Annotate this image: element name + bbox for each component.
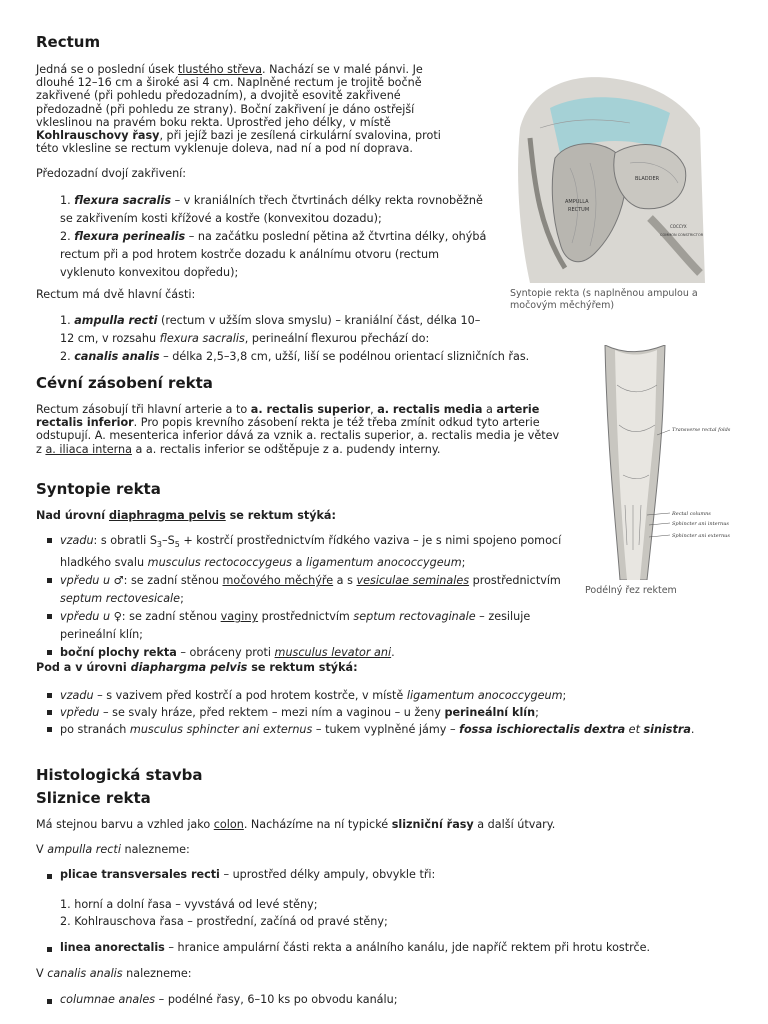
intro-paragraph (36, 63, 448, 155)
parts-list (60, 312, 570, 366)
list-item (60, 348, 570, 366)
label-coccyx: COCCYX (670, 224, 687, 229)
list-item (36, 993, 696, 1006)
figure-section (585, 345, 735, 580)
label-rectal-columns: Rectal columns (672, 511, 711, 517)
text: – hranice ampulární části rekta a análního kanálu, jde napříč rektem při hrotu kostrče. (164, 941, 651, 954)
text: : se zadní stěnou (123, 574, 223, 588)
label-rectum: RECTUM (568, 207, 590, 213)
label-sphincter-internus: Sphincter ani internus (672, 521, 729, 527)
term: a. rectalis superior (250, 403, 371, 416)
term: flexura sacralis (74, 194, 172, 207)
term: slizniční řasy (391, 818, 474, 831)
term: vzadu (60, 534, 94, 547)
text: Má stejnou barvu a vzhled jako (36, 818, 214, 831)
term: diaphargma pelvis (130, 661, 248, 674)
parts-intro: Rectum má dvě hlavní části: (36, 288, 196, 301)
curvature-list (60, 192, 490, 282)
term: fossa ischiorectalis dextra (459, 723, 626, 736)
term: et (625, 723, 644, 736)
text: prostřednictvím (469, 574, 561, 588)
linea-list (36, 941, 716, 954)
list-number: 1. (60, 194, 75, 207)
text: nalezneme: (122, 967, 192, 980)
page-title: Rectum (36, 33, 101, 51)
link-levator-ani[interactable] (275, 646, 392, 659)
term: vpředu u ♂ (60, 574, 124, 588)
list-text: (rectum v užším slova smyslu) – kraniální část, délka 10–12 cm, v rozsahu (60, 314, 481, 345)
plicae-list (36, 868, 696, 881)
list-item (60, 228, 490, 282)
label-ampulla: AMPULLA (565, 199, 589, 205)
link-tluste-strevo[interactable]: tlustého střeva (177, 63, 263, 76)
term: septum rectovesicale (60, 592, 181, 606)
text: a a. rectalis inferior se odštěpuje z a. pudendy interny. (131, 442, 441, 456)
label-sphincter-externus: Sphincter ani externus (672, 533, 730, 539)
figure-syntopie-caption: Syntopie rekta (s naplněnou ampulou a močovým měchýřem) (510, 288, 698, 311)
intro-text: Jedná se o poslední úsek (36, 63, 178, 76)
text: : se zadní stěnou (121, 610, 221, 624)
text: ; (180, 592, 184, 606)
term: columnae anales (60, 993, 156, 1006)
curvature-intro: Předozadní dvojí zakřivení: (36, 167, 187, 180)
subscript: 5 (174, 540, 180, 550)
list-text: – na začátku poslední pětina až čtvrtina délky, ohýbá rectum při a pod hrotem kostrče dozadu k análnímu otvoru (rectum vyklenuto konvexitou dopředu); (60, 230, 487, 279)
list-item (36, 608, 576, 644)
text: Rectum zásobují tři hlavní arterie a to (36, 403, 251, 416)
term: arterie rectalis inferior (36, 403, 540, 430)
list-item: 2. Kohlrauschova řasa – prostřední, začíná od pravé stěny; (60, 915, 388, 928)
link-diaphragma-pelvis[interactable]: diaphragma pelvis (108, 509, 226, 522)
term: flexura sacralis (159, 332, 245, 345)
below-intro (36, 661, 358, 674)
plicae-sublist (60, 896, 388, 930)
text: nalezneme: (120, 843, 190, 856)
mucosa-paragraph (36, 818, 555, 831)
link-vesiculae-seminales[interactable] (356, 574, 469, 587)
heading-syntopie: Syntopie rekta (36, 480, 161, 498)
term: vesiculae seminales (356, 574, 470, 588)
text: – s vazivem před kostrčí a pod hrotem kostrče, v místě (93, 689, 407, 702)
text: + kostrčí prostřednictvím řídkého vaziva – je s nimi spojeno pomocí hladkého svalu (60, 534, 562, 570)
text: a další útvary. (473, 818, 556, 831)
term: musculus levator ani (274, 646, 392, 660)
text: ; (535, 706, 539, 719)
text: . (391, 646, 395, 660)
label-constrictor: COMMON CONSTRICTOR (660, 233, 704, 237)
term: canalis analis (74, 350, 160, 363)
text: V (36, 967, 48, 980)
term: ligamentum anococcygeum (305, 556, 462, 570)
term: vpředu u ♀ (60, 610, 122, 624)
term: ligamentum anococcygeum (406, 689, 563, 702)
intro-bold: Kohlrauschovy řasy (36, 129, 160, 143)
link-colon[interactable]: colon (213, 818, 244, 831)
list-text: – v kraniálních třech čtvrtinách délky rekta rovnoběžně se zakřivením kosti křížové a kostře (konvexitou dozadu); (60, 194, 483, 225)
text: – se svaly hráze, před rektem – mezi ním a vaginou – u ženy (99, 706, 445, 719)
figure-syntopie (510, 68, 710, 283)
term: canalis analis (47, 967, 123, 980)
list-item (36, 572, 576, 608)
list-number: 2. (60, 230, 75, 243)
list-item: 1. horní a dolní řasa – vyvstává od levé stěny; (60, 898, 318, 911)
heading-histology: Histologická stavba (36, 766, 203, 784)
text: ; (562, 689, 567, 702)
text: . Pro popis krevního zásobení rekta je též třeba zmínit odkud tyto arterie odstupují. A. mesenterica inferior dává za vznik a. rectalis superior, a. rectalis media je větev z (36, 416, 560, 456)
term: musculus sphincter ani externus (129, 723, 313, 736)
text: ; (461, 556, 466, 570)
pelvis-illustration (510, 68, 710, 283)
list-text: – délka 2,5–3,8 cm, užší, liší se podélnou orientací slizničních řas. (159, 350, 530, 363)
text: – zesiluje perineální klín; (60, 610, 531, 642)
list-item (60, 312, 490, 348)
term: perineální klín (444, 706, 536, 719)
link-iliaca-interna[interactable]: a. iliaca interna (45, 442, 132, 456)
subscript: 3 (156, 540, 163, 550)
term: boční plochy rekta (60, 646, 177, 660)
list-item (36, 868, 696, 881)
list-item (36, 644, 576, 662)
list-number: 1. (60, 314, 75, 327)
text: Pod a v úrovni (36, 661, 131, 674)
text: – uprostřed délky ampuly, obvykle tři: (219, 868, 436, 881)
heading-mucosa: Sliznice rekta (36, 789, 151, 807)
term: vzadu (60, 689, 94, 702)
rectum-section-illustration (585, 345, 735, 580)
list-item (36, 687, 696, 704)
text: a (482, 403, 497, 416)
text: . Nacházíme na ní typické (243, 818, 392, 831)
list-text: , perineální flexurou přechází do: (244, 332, 430, 345)
link-mocovy-mechyr[interactable]: močového měchýře (222, 574, 334, 588)
canalis-intro (36, 967, 192, 980)
label-bladder: BLADDER (635, 176, 660, 182)
columnae-list (36, 993, 696, 1006)
intro-text: , při jejíž bazi je zesílená cirkulární svalovina, proti této vklesline se rectum vyklenuje doleva, nad ní a pod ní doprava. (36, 129, 441, 156)
text: se rektum stýká: (225, 509, 336, 522)
text: , (370, 403, 378, 416)
list-item (36, 721, 696, 738)
ampulla-intro (36, 843, 190, 856)
term: linea anorectalis (60, 941, 165, 954)
term: ampulla recti (47, 843, 121, 856)
text: po stranách (60, 723, 130, 736)
term: musculus rectococcygeus (147, 556, 293, 570)
list-item (36, 532, 576, 572)
heading-vessels: Cévní zásobení rekta (36, 374, 213, 392)
vessels-paragraph (36, 403, 568, 456)
term: sinistra (643, 723, 691, 736)
text: a s (333, 574, 357, 588)
above-list (36, 532, 576, 662)
text: – tukem vyplněné jámy – (312, 723, 460, 736)
label-transverse-folds: Transverse rectal folds (672, 427, 731, 433)
text: V (36, 843, 48, 856)
text: –S (162, 534, 175, 547)
term: flexura perinealis (74, 230, 186, 243)
text: se rektum stýká: (247, 661, 358, 674)
text: : s obratli S (93, 534, 157, 547)
figure-section-caption: Podélný řez rektem (585, 585, 677, 596)
text: – obráceny proti (176, 646, 275, 660)
list-item (36, 941, 716, 954)
text: Nad úrovní (36, 509, 109, 522)
above-intro (36, 509, 336, 522)
below-list (36, 687, 696, 738)
term: septum rectovaginale (353, 610, 476, 624)
list-item (60, 192, 490, 228)
text: . (690, 723, 695, 736)
text: – podélné řasy, 6–10 ks po obvodu kanálu; (155, 993, 398, 1006)
term: a. rectalis media (377, 403, 483, 416)
text: a (292, 556, 306, 570)
intro-text: . Nachází se v malé pánvi. Je dlouhé 12–16 cm a široké asi 4 cm. Naplněné rectum je trojitě bočně zakřivené (při pohledu předozadním), a dvojitě esovitě zakřivené předozadně (při pohledu ze strany). Boční zakřivení je dáno ostřejší vkleslinou na pravém boku rekta. Uprostřed jeho délky, v místě (36, 63, 423, 129)
term: ampulla recti (74, 314, 158, 327)
list-item (36, 704, 696, 721)
term: vpředu (60, 706, 100, 719)
text: prostřednictvím (258, 610, 354, 624)
term: plicae transversales recti (60, 868, 220, 881)
list-number: 2. (60, 350, 75, 363)
link-vagina[interactable]: vaginy (220, 610, 259, 624)
